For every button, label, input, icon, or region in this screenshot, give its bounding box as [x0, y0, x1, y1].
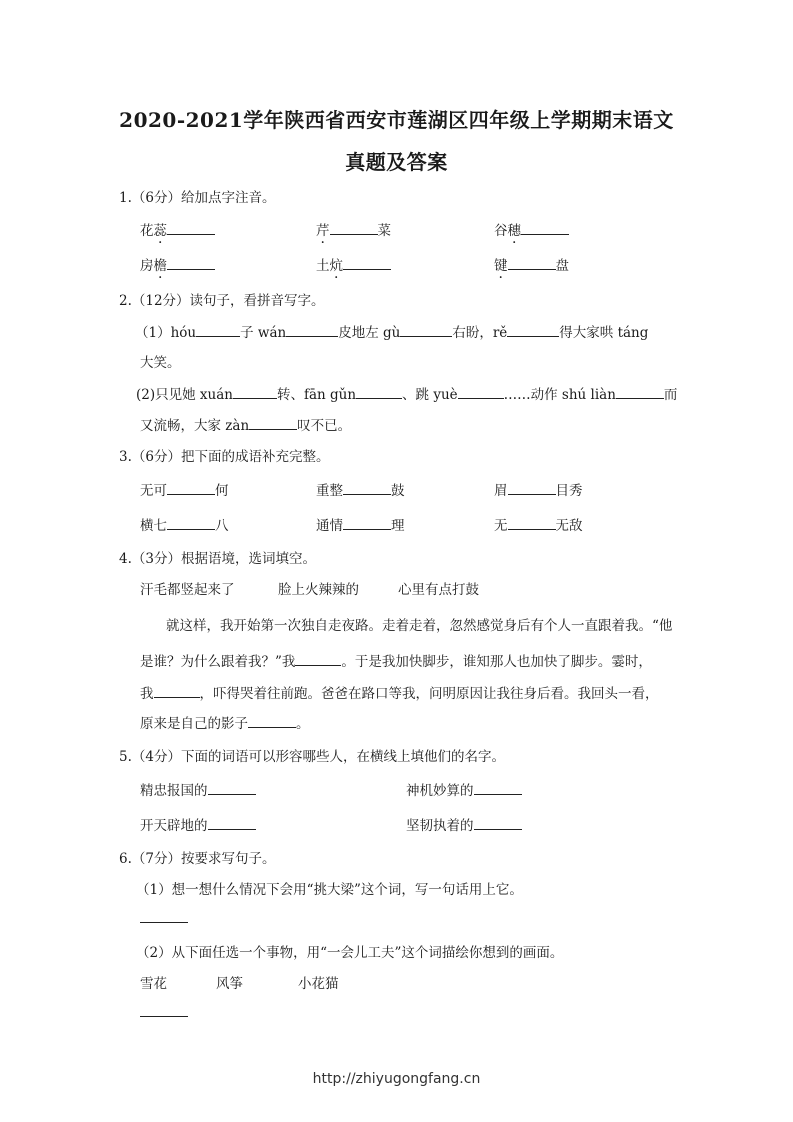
- q3-text: 目秀: [555, 483, 583, 499]
- footer-url: http://zhiyugongfang.cn: [312, 1071, 481, 1087]
- q2-text: 得大家哄 táng: [559, 325, 649, 341]
- q2-text: ……动作 shú liàn: [503, 387, 616, 403]
- q6-subquestion-2: （2）从下面任选一个事物，用“一会儿工夫”这个词描绘你想到的画面。: [136, 945, 564, 961]
- q5-text: 开天辟地的: [140, 818, 208, 834]
- q6-answer-line-2: [140, 1002, 188, 1021]
- q1-dotted-char: 芹: [316, 223, 330, 239]
- question-3-heading: 3.（6分）把下面的成语补充完整。: [119, 449, 330, 465]
- q1-item-4: [140, 254, 215, 274]
- q1-item-5: [316, 254, 391, 274]
- q4-text: 。: [296, 716, 310, 732]
- q2-text: 皮地左 gù: [338, 325, 401, 341]
- q1-item-text: 菜: [377, 223, 391, 239]
- q5-item-1: [140, 779, 256, 799]
- q4-text: 。于是我加快脚步，谁知那人也加快了脚步。霎时，: [341, 654, 652, 670]
- q5-item-2: [406, 779, 522, 799]
- answer-blank[interactable]: [343, 480, 391, 495]
- answer-blank[interactable]: [167, 220, 215, 235]
- q1-dotted-char: 蕊: [153, 223, 167, 239]
- q4-text: ，吓得哭着往前跑。爸爸在路口等我，问明原因让我往身后看。我回头一看，: [199, 686, 659, 702]
- answer-blank[interactable]: [140, 908, 188, 923]
- q5-text: 精忠报国的: [140, 783, 208, 799]
- question-1-heading: 1.（6分）给加点字注音。: [119, 190, 276, 206]
- answer-blank[interactable]: [343, 515, 391, 530]
- document-title-line1: 2020-2021学年陕西省西安市莲湖区四年级上学期期末语文: [119, 108, 674, 132]
- q3-text: 通情: [316, 518, 343, 534]
- q4-option-1: 汗毛都竖起来了: [140, 582, 235, 598]
- question-2-heading: 2.（12分）读句子，看拼音写字。: [119, 293, 325, 309]
- answer-blank[interactable]: [508, 255, 556, 270]
- answer-blank[interactable]: [474, 780, 522, 795]
- q2-text: 、跳 yuè: [402, 387, 458, 403]
- q5-item-3: [140, 814, 256, 834]
- q5-text: 神机妙算的: [406, 783, 474, 799]
- answer-blank[interactable]: [521, 220, 569, 235]
- q3-idiom-2: [316, 479, 405, 499]
- q1-item-text: 盘: [555, 258, 569, 274]
- q1-item-2: [316, 219, 391, 239]
- answer-blank[interactable]: [507, 322, 559, 337]
- answer-blank[interactable]: [167, 480, 215, 495]
- q3-idiom-1: [140, 479, 229, 499]
- q3-text: 眉: [494, 483, 508, 499]
- q6-option-3: 小花猫: [298, 976, 339, 992]
- q5-text: 坚韧执着的: [406, 818, 474, 834]
- q3-text: 理: [391, 518, 405, 534]
- q4-paragraph-line-3: [140, 682, 659, 702]
- q4-text: 是谁？为什么跟着我？”我: [140, 654, 296, 670]
- answer-blank[interactable]: [356, 384, 402, 399]
- q3-idiom-4: [140, 514, 229, 534]
- q1-item-1: [140, 219, 215, 239]
- answer-blank[interactable]: [208, 815, 256, 830]
- answer-blank[interactable]: [249, 415, 297, 430]
- answer-blank[interactable]: [154, 683, 200, 698]
- q2-sentence-2: [136, 383, 677, 403]
- answer-blank[interactable]: [343, 255, 391, 270]
- q6-option-1: 雪花: [140, 976, 167, 992]
- q4-text: 原来是自己的影子: [140, 716, 248, 732]
- q3-text: 无: [494, 518, 508, 534]
- q3-text: 何: [215, 483, 229, 499]
- q2-text: 又流畅，大家 zàn: [140, 418, 250, 434]
- q4-option-2: 脸上火辣辣的: [278, 582, 359, 598]
- answer-blank[interactable]: [286, 322, 338, 337]
- answer-blank[interactable]: [508, 480, 556, 495]
- q3-idiom-3: [494, 479, 583, 499]
- answer-blank[interactable]: [167, 515, 215, 530]
- q2-text: （1）hóu: [135, 325, 197, 341]
- q1-item-text: 土: [316, 258, 330, 274]
- q3-idiom-6: [494, 514, 583, 534]
- question-6-heading: 6.（7分）按要求写句子。: [119, 851, 276, 867]
- q4-option-3: 心里有点打鼓: [398, 582, 479, 598]
- q2-text: 叹不已。: [297, 418, 352, 434]
- q2-sentence-1: [135, 321, 648, 341]
- answer-blank[interactable]: [140, 1002, 188, 1017]
- q1-dotted-char: 檐: [153, 258, 167, 274]
- answer-blank[interactable]: [458, 384, 504, 399]
- answer-blank[interactable]: [474, 815, 522, 830]
- q1-dotted-char: 穗: [507, 223, 521, 239]
- document-title-line2: 真题及答案: [345, 150, 448, 174]
- q2-text: 子 wán: [240, 325, 287, 341]
- q3-text: 无敌: [555, 518, 583, 534]
- q1-item-3: [494, 219, 569, 239]
- q3-text: 横七: [140, 518, 167, 534]
- q4-paragraph-line-2: [140, 650, 652, 670]
- q4-text: 我: [140, 686, 154, 702]
- answer-blank[interactable]: [233, 384, 277, 399]
- answer-blank[interactable]: [330, 220, 378, 235]
- question-5-heading: 5.（4分）下面的词语可以形容哪些人，在横线上填他们的名字。: [119, 749, 505, 765]
- q1-item-text: 房: [140, 258, 154, 274]
- q2-text: (2)只见她 xuán: [136, 387, 233, 403]
- q2-text: 右盼，rě: [452, 325, 508, 341]
- q4-paragraph-line-1: 就这样，我开始第一次独自走夜路。走着走着，忽然感觉身后有个人一直跟着我。“他: [166, 618, 673, 634]
- q3-idiom-5: [316, 514, 405, 534]
- q1-item-6: [494, 254, 569, 274]
- q3-text: 无可: [140, 483, 167, 499]
- question-4-heading: 4.（3分）根据语境，选词填空。: [119, 551, 316, 567]
- q3-text: 重整: [316, 483, 343, 499]
- answer-blank[interactable]: [248, 713, 296, 728]
- q1-dotted-char: 键: [494, 258, 508, 274]
- answer-blank[interactable]: [196, 322, 240, 337]
- q1-dotted-char: 炕: [329, 258, 343, 274]
- q3-text: 八: [215, 518, 229, 534]
- q5-item-4: [406, 814, 522, 834]
- q2-sentence-1-end: 大笑。: [140, 355, 181, 371]
- answer-blank[interactable]: [400, 322, 452, 337]
- q3-text: 鼓: [391, 483, 405, 499]
- q1-item-text: 谷: [494, 223, 508, 239]
- answer-blank[interactable]: [167, 255, 215, 270]
- answer-blank[interactable]: [208, 780, 256, 795]
- q2-text: 而: [663, 387, 678, 403]
- answer-blank[interactable]: [508, 515, 556, 530]
- q6-option-2: 风筝: [216, 976, 243, 992]
- answer-blank[interactable]: [295, 651, 341, 666]
- q4-paragraph-line-4: [140, 712, 310, 732]
- answer-blank[interactable]: [616, 384, 664, 399]
- q1-item-text: 花: [140, 223, 154, 239]
- q6-answer-line-1: [140, 908, 188, 927]
- q6-subquestion-1: （1）想一想什么情况下会用“挑大梁”这个词，写一句话用上它。: [136, 882, 523, 898]
- q2-text: 转、fān gǔn: [276, 387, 357, 403]
- q2-sentence-2-end: [140, 414, 351, 434]
